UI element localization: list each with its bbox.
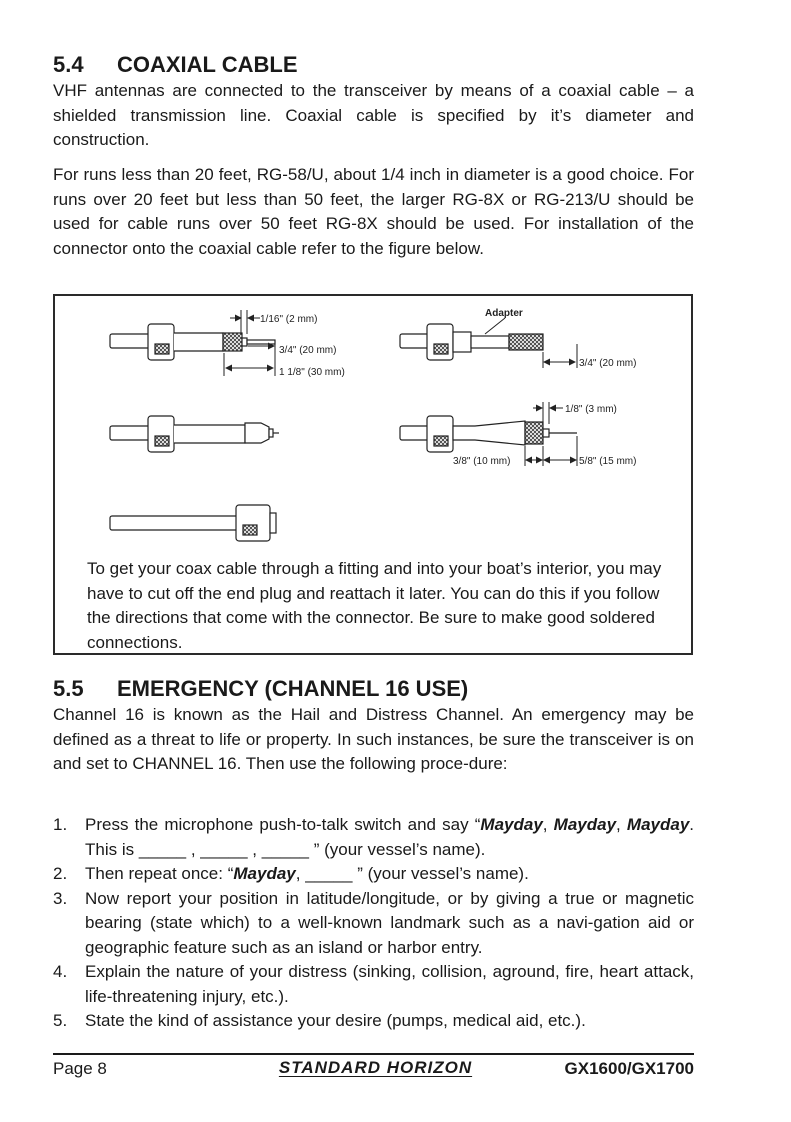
list-item (53, 1009, 694, 1034)
emergency-procedure-list (53, 813, 694, 1034)
list-number: 4. (53, 962, 68, 981)
list-number: 3. (53, 888, 68, 908)
dim-1-1-8-label: 1 1/8" (30 mm) (279, 367, 345, 378)
section-number: 5.4 (53, 52, 84, 77)
step-text: , _____ ” (your vessel’s name). (295, 864, 529, 883)
connector-assembled-diagram (110, 505, 276, 541)
mayday-word: Mayday (553, 815, 617, 834)
step-text: , (542, 815, 554, 834)
dim-5-8-label: 5/8" (15 mm) (579, 456, 637, 467)
step-text: . This is _____ , _____ , _____ ” (your vessel’s name). (85, 815, 695, 859)
footer-divider (53, 1053, 694, 1055)
connector-step-4-diagram (400, 416, 577, 452)
list-item (53, 813, 694, 862)
coax-paragraph-1: VHF antennas are connected to the transceiver by means of a coaxial cable – a shielded transmission line. Coaxial cable is specified by it’s diameter and construction. (53, 81, 694, 149)
dim-3-4-adapter-label: 3/4" (20 mm) (579, 358, 637, 369)
list-number: 5. (53, 1011, 68, 1030)
emergency-intro: Channel 16 is known as the Hail and Distress Channel. An emergency may be defined as a threat to life or property. In such instances, be sure the transceiver is on and set to CHANNEL 16. Then use the following proce-dure: (53, 705, 694, 773)
mayday-word: Mayday (480, 815, 543, 834)
figure-caption: To get your coax cable through a fitting and into your boat’s interior, you may have to cut off the end plug and reattach it later. You can do this if you follow the directions that come with the connector. Be sure to make good soldered connections. (87, 559, 662, 652)
step-text: Then repeat once: “ (85, 864, 234, 883)
section-heading-emergency (53, 676, 468, 702)
dim-1-8-label: 1/8" (3 mm) (565, 404, 617, 415)
connector-step-2-diagram (400, 324, 543, 360)
list-number: 2. (53, 864, 68, 883)
page-number: Page 8 (53, 1059, 107, 1078)
brand-logo: STANDARD HORIZON (278, 1058, 473, 1077)
section-title: EMERGENCY (CHANNEL 16 USE) (117, 676, 469, 701)
section-number: 5.5 (53, 676, 84, 701)
connector-installation-figure (53, 294, 693, 655)
step-text: State the kind of assistance your desire (pumps, medical aid, etc.). (85, 1011, 586, 1030)
step-text: , (616, 815, 627, 834)
step-text: Now report your position in latitude/longitude, or by giving a true or magnetic bearing (state which) to a well-known landmark such as a navi-gation aid or geographic feature such as an island or harbor entry. (85, 888, 694, 957)
section-heading-coaxial-cable (53, 52, 298, 78)
coax-paragraph-2: For runs less than 20 feet, RG-58/U, about 1/4 inch in diameter is a good choice. For runs over 20 feet but less than 50 feet, the larger RG-8X or RG-213/U should be used for cable runs over 50 feet RG-8X should be used. For installation of the connector onto the coaxial cable refer to the figure below. (53, 165, 694, 258)
connector-step-1-diagram (110, 324, 275, 360)
mayday-word: Mayday (626, 815, 690, 834)
list-item (53, 862, 694, 887)
model-number: GX1600/GX1700 (564, 1059, 694, 1078)
adapter-label: Adapter (485, 308, 523, 319)
mayday-word: Mayday (233, 864, 296, 883)
section-title: COAXIAL CABLE (117, 52, 298, 77)
connector-step-3-diagram (110, 416, 279, 452)
dim-3-8-label: 3/8" (10 mm) (453, 456, 511, 467)
list-number: 1. (53, 815, 68, 834)
step-text: Explain the nature of your distress (sinking, collision, aground, fire, heart attack, life-threatening injury, etc.). (85, 962, 694, 1006)
step-text: Press the microphone push-to-talk switch and say “ (85, 815, 481, 834)
dim-3-4-label: 3/4" (20 mm) (279, 345, 337, 356)
dim-1-16-label: 1/16" (2 mm) (260, 314, 318, 325)
list-item (53, 887, 694, 961)
list-item (53, 960, 694, 1009)
